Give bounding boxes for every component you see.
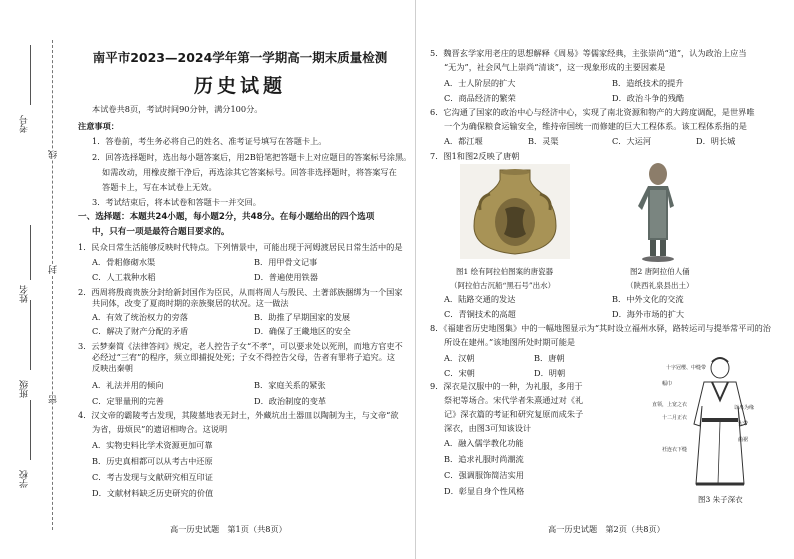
q6-option-b[interactable]: B．灵渠 [528, 136, 559, 146]
q8-option-b[interactable]: B．唐朝 [534, 353, 565, 363]
q7-option-a[interactable]: A．陆路交通的发达 [444, 294, 516, 304]
exam-no-label: 考号 [20, 115, 30, 133]
q4-option-d[interactable]: D．文献材料缺乏历史研究的价值 [92, 488, 214, 498]
q1-stem: 1．民众日常生活能够反映时代特点。下列情景中，可能出现于河姆渡居民日常生活中的是 [78, 242, 403, 252]
figure-3-label: 十字冠缨、中缝带 [666, 365, 707, 371]
q3-stem-cont: 必经过“三宥”的程序，须立即捕捉处死；子女不得控告父母，告者有罪将子追究。这 [92, 352, 396, 362]
q9-stem-cont: 祭祀等场合。宋代学者朱熹通过对《礼 [444, 395, 584, 405]
q8-stem-cont: 所设在建州。”该地图所处时期可能是 [444, 337, 576, 347]
section1-heading: 一、选择题：本题共24小题，每小题2分，共48分。在每小题给出的四个选项 [78, 212, 375, 222]
q1-option-d[interactable]: D．普遍使用铁器 [254, 272, 318, 282]
q9-stem: 9．深衣是汉服中的一种，为礼服，多用于 [430, 381, 583, 391]
q6-stem-cont: 一个为确保粮食运输安全，维持帝国统一而修建的巨大工程体系。该工程体系指的是 [444, 121, 747, 131]
q3-option-b[interactable]: B．家庭关系的紧张 [254, 380, 326, 390]
q5-stem: 5．魏晋玄学家用老庄的思想解释《周易》等儒家经典，主张崇尚“道”，认为政治上应当 [430, 48, 747, 58]
notes-heading: 注意事项： [78, 121, 119, 131]
q8-option-a[interactable]: A．汉朝 [444, 353, 475, 363]
q8-stem: 8．《福建省历史地图集》中的一幅地图显示为“其时设立福州水驿，路转运司与提举常平司的治 [430, 323, 771, 333]
q2-stem: 2．西周将殷商贵族分封给新封国作为臣民，从而将周人与殷民、土著部族捆绑为一个国家 [78, 287, 403, 297]
q4-stem: 4．汉文帝的霸陵考古发现，其陵墓地表无封土，外藏坑出土器皿以陶制为主，与文帝“欲 [78, 410, 399, 420]
q9-stem-cont: 记》深衣篇的考证和研究复原而成朱子 [444, 409, 584, 419]
school-blank[interactable] [30, 400, 31, 460]
figure-3-label: 大带 [738, 421, 749, 427]
seal-char-feng: 封 [49, 265, 59, 274]
q7-option-b[interactable]: B．中外文化的交流 [612, 294, 684, 304]
subject-title: 历史试题 [193, 75, 286, 97]
q1-option-b[interactable]: B．用甲骨文记事 [254, 257, 318, 267]
q4-option-b[interactable]: B．历史真相都可以从考古中还原 [92, 456, 213, 466]
q8-option-c[interactable]: C．宋朝 [444, 368, 475, 378]
q8-option-d[interactable]: D．明朝 [534, 368, 566, 378]
note-line: 2．回答选择题时，选出每小题答案后，用2B铅笔把答题卡上对应题目的答案标号涂黑。 [92, 152, 412, 162]
q7-option-d[interactable]: D．海外市场的扩大 [612, 309, 685, 319]
q3-stem-cont: 反映出秦朝 [92, 363, 133, 373]
q4-stem-cont: 为省，毋烦民”的遗诏相吻合。这说明 [92, 424, 228, 434]
figure-1-caption: 图1 绘有阿拉伯图案的唐瓷器 [456, 267, 554, 276]
q9-option-a[interactable]: A．融入儒学教化功能 [444, 438, 524, 448]
figure-3-label: 幅巾 [662, 381, 673, 387]
q6-option-a[interactable]: A．都江堰 [444, 136, 483, 146]
q9-option-c[interactable]: C．强调服饰简洁实用 [444, 470, 524, 480]
note-line: 如需改动，用橡皮擦干净后，再选涂其它答案标号。回答非选择题时，将答案写在 [102, 167, 397, 177]
binding-gutter [0, 0, 62, 559]
figure-2-caption: 图2 唐阿拉伯人俑 [630, 267, 690, 276]
q6-stem: 6．它沟通了国家的政治中心与经济中心，实现了南北资源和物产的大跨度调配，是世界唯 [430, 107, 755, 117]
q6-option-c[interactable]: C．大运河 [612, 136, 652, 146]
exam-no-blank[interactable] [30, 45, 31, 105]
figure-3-label: 直领，上宽之衣 [652, 402, 688, 408]
class-label: 班级 [20, 380, 30, 398]
q4-option-c[interactable]: C．考古发现与文献研究相互印证 [92, 472, 213, 482]
figure-3-label: 衽连衣下缝 [662, 447, 688, 453]
q2-option-c[interactable]: C．解决了财产分配的矛盾 [92, 326, 189, 336]
seal-char-mi: 密 [49, 395, 59, 404]
q7-option-c[interactable]: C．青铜技术的高超 [444, 309, 516, 319]
q5-option-c[interactable]: C．商品经济的繁荣 [444, 93, 516, 103]
page-2-footer: 高一历史试题 第2页（共8页） [548, 524, 665, 534]
q3-option-c[interactable]: C．定罪量刑的完善 [92, 396, 164, 406]
figure-2-figurine-image [628, 160, 688, 264]
school-label: 学校 [20, 470, 30, 488]
q9-stem-cont: 深衣，由图3可知该设计 [444, 423, 532, 433]
q2-stem-cont: 共同体，改变了夏商时期的亲族聚居的状况。这一做法 [92, 298, 289, 308]
figure-2-subcaption: （陕西礼泉县出土） [626, 281, 694, 290]
q2-option-a[interactable]: A．有效了统治权力的旁落 [92, 312, 188, 322]
figure-3-label: 以帛为缘 [734, 405, 755, 411]
page-1 [78, 0, 412, 559]
seal-char-xian: 线 [49, 150, 59, 159]
figure-3-caption: 图3 朱子深衣 [698, 495, 743, 504]
name-label: 姓名 [20, 285, 30, 303]
page-1-footer: 高一历史试题 第1页（共8页） [170, 524, 287, 534]
intro-text: 本试卷共8页，考试时间90分钟，满分100分。 [92, 104, 263, 114]
q1-option-c[interactable]: C．人工栽种水稻 [92, 272, 156, 282]
page-divider [415, 0, 416, 559]
q9-option-b[interactable]: B．追求礼服时尚潮流 [444, 454, 524, 464]
note-line: 1．答卷前，考生务必将自己的姓名、准考证号填写在答题卡上。 [92, 136, 327, 146]
q3-stem: 3．云梦秦简《法律答问》规定，老人控告子女“不孝”，可以要求处以死刑，而地方官吏不 [78, 341, 403, 351]
name-blank[interactable] [30, 225, 31, 280]
page-2 [430, 0, 780, 559]
q5-option-a[interactable]: A．士人阶层的扩大 [444, 78, 516, 88]
figure-3-label: 十二月正衣 [662, 415, 688, 421]
seal-line [52, 40, 53, 530]
figure-1-vase-image [460, 164, 570, 259]
q6-option-d[interactable]: D．明长城 [696, 136, 736, 146]
section1-heading-cont: 中，只有一项是最符合题目要求的。 [92, 227, 230, 237]
q1-option-a[interactable]: A．骨耜修砌水渠 [92, 257, 156, 267]
q2-option-b[interactable]: B．助推了早期国家的发展 [254, 312, 351, 322]
q3-option-a[interactable]: A．礼法并用的倾向 [92, 380, 164, 390]
q7-stem: 7．图1和图2反映了唐朝 [430, 151, 520, 161]
q5-option-b[interactable]: B．造纸技术的提升 [612, 78, 684, 88]
note-line: 3．考试结束后，将本试卷和答题卡一并交回。 [92, 197, 261, 207]
exam-title: 南平市2023—2024学年第一学期高一期末质量检测 [92, 50, 388, 65]
q5-stem-cont: “无为”，社会风气上崇尚“清谈”，这一现象形成的主要因素是 [444, 62, 666, 72]
q3-option-d[interactable]: D．政治制度的变革 [254, 396, 327, 406]
q4-option-a[interactable]: A．实物史料比学术资源更加可靠 [92, 440, 213, 450]
q5-option-d[interactable]: D．政治斗争的残酷 [612, 93, 685, 103]
class-blank[interactable] [30, 300, 31, 370]
note-line: 答题卡上，写在本试卷上无效。 [102, 182, 217, 192]
figure-3-label: 曲裾 [738, 437, 749, 443]
figure-1-subcaption: （阿拉伯古沉船“黑石号”出水） [450, 281, 556, 290]
q9-option-d[interactable]: D．彰显自身个性风格 [444, 486, 525, 496]
q2-option-d[interactable]: D．确保了王畿地区的安全 [254, 326, 351, 336]
